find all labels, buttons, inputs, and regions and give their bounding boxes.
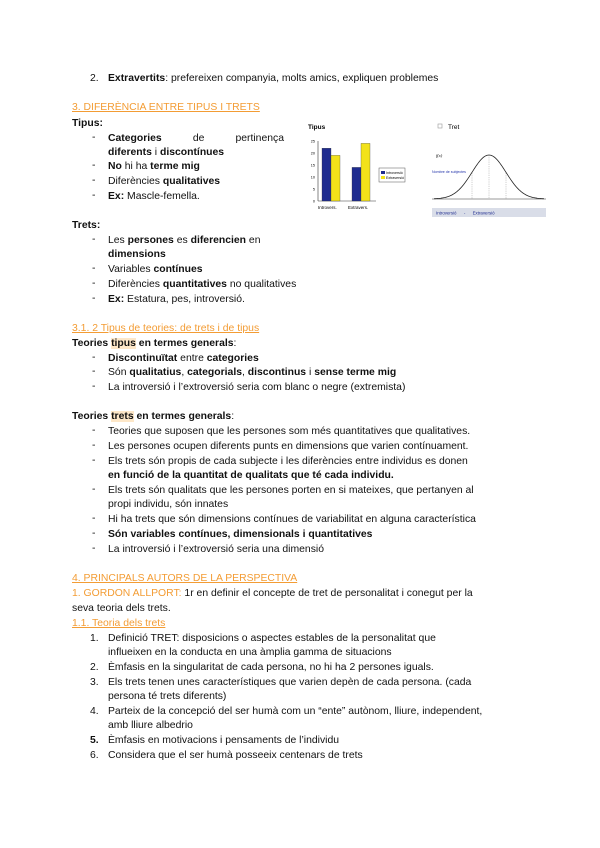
bullet-dash: - bbox=[92, 366, 96, 377]
y-tick-label: 15 bbox=[310, 163, 315, 168]
section-heading: 4. PRINCIPALS AUTORS DE LA PERSPECTIVA bbox=[72, 573, 298, 584]
y-tick-label: 10 bbox=[310, 175, 315, 180]
chart-title: Tipus bbox=[308, 124, 326, 131]
list-item bbox=[108, 160, 200, 174]
list-item: Les persones ocupen diferents punts en dimensions que varien contínuament. bbox=[108, 441, 469, 452]
section-heading: 3.1. 2 Tipus de teories: de trets i de tipus bbox=[72, 323, 260, 334]
bullet-dash: - bbox=[92, 513, 96, 524]
text: Ex: bbox=[108, 191, 125, 202]
bullet-dash: - bbox=[92, 543, 96, 554]
numbered-item: Èmfasis en motivacions i pensaments de l’individu bbox=[108, 735, 340, 746]
x-tick-label: Introvers. bbox=[318, 205, 337, 210]
author-name: 1. GORDON ALLPORT: bbox=[72, 588, 182, 599]
bullet-dash: - bbox=[92, 263, 96, 274]
y-tick-label: 0 bbox=[312, 199, 315, 204]
text: no qualitatives bbox=[226, 279, 297, 290]
legend-label: Extraversió bbox=[386, 176, 404, 180]
numbered-item: Parteix de la concepció del ser humà com un “ente” autònom, lliure, independent, bbox=[108, 706, 483, 717]
legend-swatch bbox=[381, 176, 385, 179]
text: Mascle-femella. bbox=[124, 191, 200, 202]
bullet-dash: - bbox=[92, 132, 96, 143]
text: , bbox=[242, 367, 248, 378]
text: Ex: bbox=[108, 294, 125, 305]
text: Diferències bbox=[108, 176, 163, 187]
trets-chart-svg bbox=[428, 121, 548, 227]
y-axis-label: f(x) bbox=[436, 153, 443, 158]
chart-title-marker bbox=[438, 124, 442, 128]
text: Categories bbox=[108, 133, 162, 144]
text: pertinença bbox=[235, 133, 284, 144]
list-item: La introversió i l’extroversió seria una dimensió bbox=[108, 544, 324, 555]
axis-label: Introversió - Extraversió bbox=[436, 210, 495, 216]
bullet-dash: - bbox=[92, 381, 96, 392]
text: Són bbox=[108, 367, 130, 378]
bullet-dash: - bbox=[92, 455, 96, 466]
text: 1r en definir el concepte de tret de personalitat i conegut per la bbox=[181, 588, 473, 599]
item-number: 6. bbox=[90, 750, 99, 761]
list-item bbox=[108, 190, 200, 204]
text: No bbox=[108, 161, 122, 172]
list-item bbox=[90, 72, 99, 86]
text: , bbox=[181, 367, 188, 378]
chart-title: Tret bbox=[448, 124, 460, 131]
text: diferencien bbox=[190, 235, 247, 246]
list-item: Són variables contínues, dimensionals i quantitatives bbox=[108, 529, 373, 540]
text: qualitatives bbox=[162, 176, 221, 187]
text: discontínues bbox=[159, 147, 225, 158]
subheading: Teories trets en termes generals: bbox=[72, 411, 235, 422]
list-item bbox=[108, 175, 220, 189]
numbered-item: Els trets tenen unes característiques que varien depèn de cada persona. (cada bbox=[108, 677, 472, 688]
list-item: Teories que suposen que les persones som més quantitatives que qualitatives. bbox=[108, 426, 471, 437]
tipus-bar-chart bbox=[306, 121, 406, 213]
y-ticks bbox=[311, 140, 315, 204]
text: Teories bbox=[72, 338, 112, 349]
list-item bbox=[108, 352, 259, 366]
bullet-dash: - bbox=[92, 352, 96, 363]
text: en termes generals bbox=[133, 411, 232, 422]
item-number: 4. bbox=[90, 706, 99, 717]
bullet-dash: - bbox=[92, 175, 96, 186]
list-item-cont: propi individu, són innates bbox=[108, 499, 229, 510]
bullet-dash: - bbox=[92, 528, 96, 539]
text: sense terme mig bbox=[314, 367, 397, 378]
list-item bbox=[108, 366, 396, 380]
text: i bbox=[151, 147, 160, 158]
bar bbox=[352, 167, 361, 201]
bar bbox=[331, 155, 340, 201]
highlight: tipus bbox=[111, 338, 136, 349]
list-item-text bbox=[108, 72, 438, 86]
bullet-dash: - bbox=[92, 484, 96, 495]
text: Teories bbox=[72, 411, 112, 422]
text: Les bbox=[108, 235, 128, 246]
list-item: Els trets són propis de cada subjecte i les diferències entre individus es donen bbox=[108, 456, 468, 467]
list-item: La introversió i l’extroversió seria com blanc o negre (extremista) bbox=[108, 382, 406, 393]
numbered-item: Èmfasis en la singularitat de cada persona, no hi ha 2 persones iguals. bbox=[108, 662, 434, 673]
item-number: 2. bbox=[90, 73, 99, 84]
legend-label: Introversió bbox=[386, 171, 403, 175]
list-item: Els trets són qualitats que les persones porten en si mateixes, que pertanyen al bbox=[108, 485, 474, 496]
list-item-cont: en funció de la quantitat de qualitats que té cada individu. bbox=[108, 470, 394, 481]
item-number: 2. bbox=[90, 662, 99, 673]
text: diferents bbox=[108, 147, 152, 158]
list-item: Hi ha trets que són dimensions contínues de variabilitat en alguna característica bbox=[108, 514, 476, 525]
subsection-heading: 1.1. Teoria dels trets bbox=[72, 618, 166, 629]
text: : prefereixen companyia, molts amics, expliquen problemes bbox=[165, 73, 439, 84]
text: quantitatives bbox=[162, 279, 227, 290]
x-tick-label: Extravers. bbox=[348, 205, 369, 210]
allport-line: seva teoria dels trets. bbox=[72, 603, 171, 614]
numbered-item: Definició TRET: disposicions o aspectes estables de la personalitat que bbox=[108, 633, 436, 644]
text: i bbox=[306, 367, 315, 378]
numbered-item-cont: influeixen en la conducta en una àmplia gamma de situacions bbox=[108, 647, 392, 658]
text: de bbox=[192, 133, 205, 144]
text: Discontinuïtat bbox=[108, 353, 178, 364]
normal-curve bbox=[434, 155, 544, 199]
text: contínues bbox=[153, 264, 203, 275]
highlight: trets bbox=[111, 411, 134, 422]
text: discontinus bbox=[247, 367, 307, 378]
text: entre bbox=[177, 353, 207, 364]
y-tick-label: 25 bbox=[310, 139, 315, 144]
numbered-item-cont: persona té trets diferents) bbox=[108, 691, 227, 702]
section-heading: 3. DIFERÈNCIA ENTRE TIPUS I TRETS bbox=[72, 102, 260, 113]
chart-note: Nombre de subjectes bbox=[432, 170, 466, 174]
bars-group bbox=[322, 143, 370, 201]
text: Diferències bbox=[108, 279, 163, 290]
text: es bbox=[173, 235, 191, 246]
tipus-chart-svg bbox=[306, 121, 406, 213]
text: hi ha bbox=[121, 161, 151, 172]
list-item: dimensions bbox=[108, 249, 166, 260]
list-item bbox=[108, 234, 260, 248]
item-number: 5. bbox=[90, 735, 99, 746]
bullet-dash: - bbox=[92, 190, 96, 201]
bullet-dash: - bbox=[92, 278, 96, 289]
subheading: Teories tipus en termes generals: bbox=[72, 338, 237, 349]
bullet-dash: - bbox=[92, 440, 96, 451]
text: persones bbox=[127, 235, 174, 246]
text: Estatura, pes, introversió. bbox=[124, 294, 245, 305]
text: Variables bbox=[108, 264, 154, 275]
trets-normal-chart bbox=[428, 121, 548, 227]
y-tick-label: 5 bbox=[312, 187, 315, 192]
y-tick-label: 20 bbox=[310, 151, 315, 156]
bullet-dash: - bbox=[92, 425, 96, 436]
tipus-label: Tipus: bbox=[72, 118, 103, 129]
list-item bbox=[108, 263, 203, 277]
text: qualitatius bbox=[129, 367, 182, 378]
item-number: 3. bbox=[90, 677, 99, 688]
text: categorials bbox=[187, 367, 242, 378]
bullet-dash: - bbox=[92, 160, 96, 171]
numbered-item: Considera que el ser humà posseeix centenars de trets bbox=[108, 750, 363, 761]
legend-swatch bbox=[381, 171, 385, 174]
bar bbox=[322, 148, 331, 201]
text: terme mig bbox=[150, 161, 200, 172]
trets-label: Trets: bbox=[72, 220, 101, 231]
list-item bbox=[108, 132, 284, 146]
text: categories bbox=[206, 353, 259, 364]
bullet-dash: - bbox=[92, 293, 96, 304]
item-number: 1. bbox=[90, 633, 99, 644]
list-item bbox=[108, 278, 296, 292]
bold-term: Extravertits bbox=[108, 73, 166, 84]
text: en termes generals bbox=[135, 338, 234, 349]
allport-line bbox=[72, 587, 473, 601]
text: en bbox=[246, 235, 261, 246]
list-item bbox=[108, 146, 224, 160]
bar bbox=[361, 143, 370, 201]
numbered-item-cont: amb lliure albedrio bbox=[108, 720, 193, 731]
list-item bbox=[108, 293, 245, 307]
bullet-dash: - bbox=[92, 234, 96, 245]
